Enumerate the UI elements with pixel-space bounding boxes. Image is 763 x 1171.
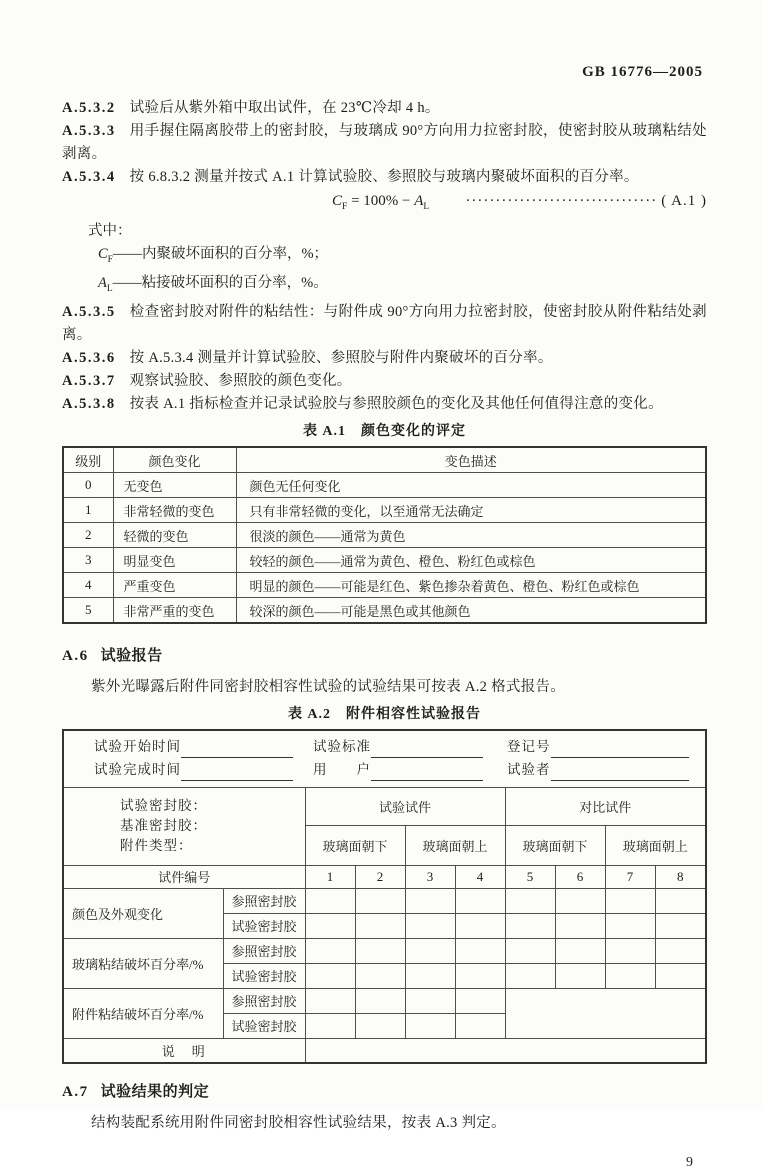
data-cell [605,963,655,988]
cell-color-change: 严重变色 [113,573,236,598]
data-cell [355,888,405,913]
column-header-description: 变色描述 [236,447,706,473]
sub-row-label-test: 试验密封胶 [223,913,305,938]
cell-level: 5 [63,598,113,623]
paragraph-line [62,120,707,143]
data-cell [405,913,455,938]
specimen-number: 7 [605,865,655,888]
subheader-glass-down: 玻璃面朝下 [305,825,405,865]
data-cell [555,938,605,963]
section-a7-heading [62,1082,707,1102]
dotted-leader: ································ [465,193,658,209]
data-cell [555,913,605,938]
data-cell [305,938,355,963]
field-label-start-time: 试验开始时间 [94,738,181,754]
group-header-control-specimen: 对比试件 [505,787,706,825]
data-cell [305,913,355,938]
paragraph-a536 [62,347,707,370]
cell-level: 2 [63,523,113,548]
table-row [63,498,706,523]
fill-in-blank [371,764,483,781]
formula-expression [332,189,429,220]
formula-subscript: L [423,202,430,212]
subheader-glass-down: 玻璃面朝下 [505,825,605,865]
paragraph-text: 检查密封胶对附件的粘结性：与附件成 90°方向用力拉密封胶，使密封胶从附件粘结处剥离。 [62,303,707,343]
formula-subscript: F [342,202,348,212]
specimen-number: 5 [505,865,555,888]
symbol-description: ——内聚破坏面积的百分率，%； [112,246,329,262]
info-row [63,730,706,788]
table-a1-title: 表 A.1 颜色变化的评定 [302,423,467,439]
section-a7-paragraph: 结构装配系统用附件同密封胶相容性试验结果，按表 A.3 判定。 [91,1115,506,1132]
cell-description: 只有非常轻微的变化，以至通常无法确定 [236,498,706,523]
sub-row-label-test: 试验密封胶 [223,1013,305,1038]
merged-blank-cell [505,988,706,1038]
note-value-cell [305,1038,706,1063]
data-cell [405,963,455,988]
group-header-row [63,787,706,825]
data-cell [455,1013,505,1038]
data-cell [655,888,706,913]
section-number: A.5.3.6 [62,349,116,366]
data-cell [405,938,455,963]
data-cell [555,888,605,913]
symbol-definition [62,272,707,301]
doc-number: GB 16776—2005 [582,64,703,80]
cell-level: 1 [63,498,113,523]
data-cell [505,938,555,963]
table-a1 [62,446,707,624]
group-header-test-specimen: 试验试件 [305,787,505,825]
specimen-number: 6 [555,865,605,888]
symbol-var: A [98,274,107,291]
fill-in-blank [371,741,483,758]
paragraph-a535 [62,301,707,347]
data-cell [655,963,706,988]
paragraph-a537 [62,370,707,393]
data-cell [455,888,505,913]
symbol-definition [62,243,707,272]
fill-in-blank [551,764,689,781]
data-cell [505,913,555,938]
paragraph-a533 [62,120,707,166]
specimen-number: 1 [305,865,355,888]
field-label-standard: 试验标准 [313,738,371,754]
data-cell [405,888,455,913]
symbol-description: ——粘接破坏面积的百分率，%。 [112,274,328,291]
data-cell [655,913,706,938]
table-row [63,548,706,573]
data-cell [455,988,505,1013]
note-label: 说 明 [63,1038,305,1063]
field-label-finish-time: 试验完成时间 [94,761,181,777]
info-line [94,758,705,781]
cell-color-change: 无变色 [113,473,236,498]
cell-description: 颜色无任何变化 [236,473,706,498]
cell-level: 3 [63,548,113,573]
data-row [63,938,706,963]
paragraph-text: 按 A.5.3.4 测量并计算试验胶、参照胶与附件内聚破坏的百分率。 [129,349,553,366]
data-cell [655,938,706,963]
formula-operator: = 100% − [347,193,415,209]
table-row [63,573,706,598]
info-cell [63,730,706,788]
column-header-color-change: 颜色变化 [113,447,236,473]
cell-color-change: 明显变色 [113,548,236,573]
data-row [63,888,706,913]
section-a6-paragraph: 紫外光曝露后附件同密封胶相容性试验的试验结果可按表 A.2 格式报告。 [91,678,566,695]
paragraph-text: 按表 A.1 指标检查并记录试验胶与参照胶颜色的变化及其他任何值得注意的变化。 [129,395,663,412]
cell-color-change: 非常严重的变色 [113,598,236,623]
sub-row-label-reference: 参照密封胶 [223,888,305,913]
note-row [63,1038,706,1063]
equation-a1 [62,189,707,220]
data-cell [455,938,505,963]
data-cell [305,1013,355,1038]
paragraph-line: 剥离。 [62,146,107,162]
info-line [94,735,705,758]
section-number: A.7 [62,1084,89,1101]
sub-row-label-test: 试验密封胶 [223,963,305,988]
data-cell [605,888,655,913]
data-cell [305,963,355,988]
data-cell [305,988,355,1013]
data-cell [555,963,605,988]
formula-var: A [414,193,424,209]
row-group-label-color-appearance: 颜色及外观变化 [63,888,223,938]
symbol-subscript: L [106,283,113,294]
paragraph-text: 观察试验胶、参照胶的颜色变化。 [129,372,352,389]
paragraph-text: 用手握住隔离胶带上的密封胶，与玻璃成 90°方向用力拉密封胶，使密封胶从玻璃粘结处 [129,123,707,139]
table-a1-header-row [63,447,706,473]
section-number: A.5.3.8 [62,395,116,412]
data-cell [355,938,405,963]
fill-in-blank [181,764,293,781]
corner-line-reference-sealant: 基准密封胶： [120,818,207,834]
formula-var: C [332,193,343,209]
fill-in-blank [551,741,689,758]
table-row [63,473,706,498]
data-cell [605,913,655,938]
symbol-subscript: F [107,254,113,265]
subheader-glass-up: 玻璃面朝上 [405,825,505,865]
row-group-label-glass-bond-failure: 玻璃粘结破坏百分率/% [63,938,223,988]
cell-color-change: 轻微的变色 [113,523,236,548]
sub-row-label-reference: 参照密封胶 [223,938,305,963]
cell-description: 很淡的颜色——通常为黄色 [236,523,706,548]
data-cell [605,938,655,963]
field-label-tester: 试验者 [507,761,551,777]
data-cell [355,988,405,1013]
cell-description: 较深的颜色——可能是黑色或其他颜色 [236,598,706,623]
paragraph-text: 按 6.8.3.2 测量并按式 A.1 计算试验胶、参照胶与玻璃内聚破坏面积的百分率。 [129,169,639,185]
subheader-glass-up: 玻璃面朝上 [605,825,706,865]
section-number: A.5.3.2 [62,100,116,116]
data-cell [355,913,405,938]
paragraph-text: 试验后从紫外箱中取出试件，在 23℃冷却 4 h。 [129,100,440,116]
data-cell [355,963,405,988]
data-cell [405,988,455,1013]
section-number: A.5.3.7 [62,372,116,389]
table-a2-title: 表 A.2 附件相容性试验报告 [287,706,482,722]
specimen-number: 4 [455,865,505,888]
page-number: 9 [686,1155,693,1171]
cell-description: 明显的颜色——可能是红色、紫色掺杂着黄色、橙色、粉红色或棕色 [236,573,706,598]
corner-cell [63,787,305,865]
data-cell [505,963,555,988]
corner-line-accessory-type: 附件类型： [120,838,193,854]
cell-description: 较轻的颜色——通常为黄色、橙色、粉红色或棕色 [236,548,706,573]
data-cell [405,1013,455,1038]
data-cell [455,963,505,988]
paragraph-a532 [62,97,707,120]
section-title: 试验结果的判定 [100,1084,210,1101]
field-label-registration: 登记号 [507,738,551,754]
section-a6-heading [62,646,707,666]
section-number: A.5.3.5 [62,303,116,320]
section-number: A.5.3.4 [62,169,116,185]
section-number: A.5.3.3 [62,123,116,139]
sub-row-label-reference: 参照密封胶 [223,988,305,1013]
section-number: A.6 [62,647,89,664]
paragraph-a538 [62,393,707,416]
equation-number: ( A.1 ) [661,193,707,209]
table-row [63,523,706,548]
specimen-number: 8 [655,865,706,888]
specimen-number: 2 [355,865,405,888]
row-group-label-accessory-bond-failure: 附件粘结破坏百分率/% [63,988,223,1038]
cell-color-change: 非常轻微的变色 [113,498,236,523]
data-cell [305,888,355,913]
paragraph-a534 [62,166,707,189]
table-a2 [62,729,707,1065]
specimen-number: 3 [405,865,455,888]
data-row [63,988,706,1013]
cell-level: 0 [63,473,113,498]
formula-intro: 式中： [88,223,132,239]
field-label-user: 用 户 [313,761,371,777]
cell-level: 4 [63,573,113,598]
data-cell [355,1013,405,1038]
fill-in-blank [181,741,293,758]
symbol-var: C [98,246,108,262]
specimen-row-label: 试件编号 [63,865,305,888]
section-title: 试验报告 [100,647,163,664]
data-cell [455,913,505,938]
column-header-level: 级别 [63,447,113,473]
corner-line-test-sealant: 试验密封胶： [120,798,207,814]
specimen-number-row [63,865,706,888]
table-row [63,598,706,623]
data-cell [505,888,555,913]
